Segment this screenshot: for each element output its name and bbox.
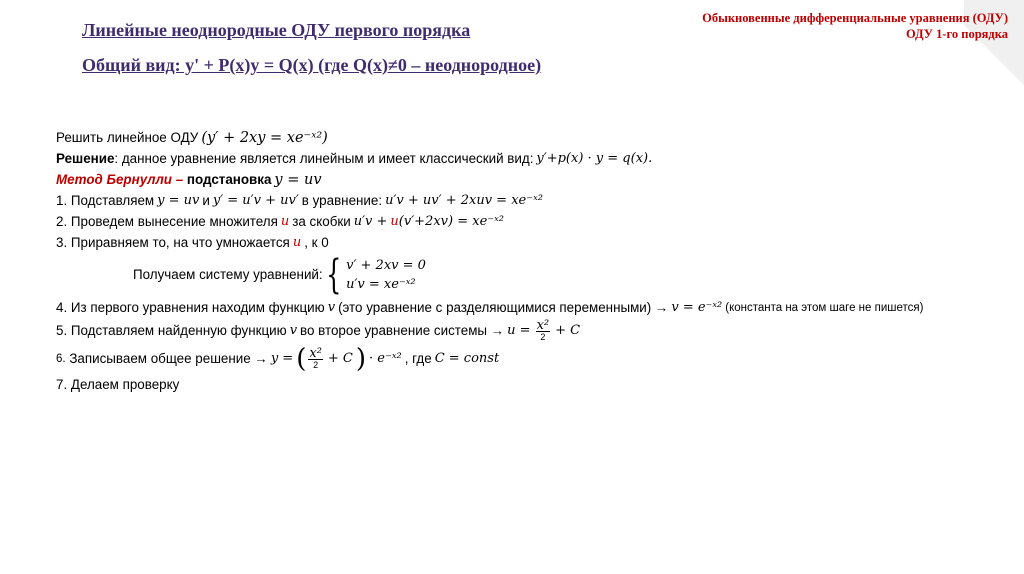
step-6-c: + C [327,351,353,366]
step-6-lparen: ( [296,344,307,374]
step-2-text: 2. Проведем вынесение множителя [56,213,278,229]
step-5 [56,318,1016,344]
system-brace: { [325,252,342,298]
step-4-v: v [327,299,336,315]
problem-equation: (y′ + 2xy = xe⁻ˣ²) [201,129,328,146]
step-2-eq-a: u′v + [353,213,388,229]
solution-text: : данное уравнение является линейным и имеет классический вид: [114,150,534,166]
step-5-u: u = [507,323,531,338]
step-6-rparen: ) [355,344,367,374]
solution-form: y′+p(x) · y = q(x). [536,150,653,166]
step-4 [56,297,1016,318]
step-5-text: 5. Подставляем найденную функцию [56,323,287,338]
solution-body [56,127,1016,395]
header-line1: Обыкновенные дифференциальные уравнения (ОДУ) [702,11,1008,25]
step-2-eq-u: u [390,213,399,229]
step-5-den: 2 [540,331,546,342]
step-5-fraction [536,317,551,342]
step-5-c: + C [555,323,581,338]
method-sub: подстановка [186,171,272,187]
section-header [702,10,1008,42]
step-3 [56,232,1016,253]
step-1 [56,190,1016,211]
problem-text: Решить линейное ОДУ [56,129,199,145]
page-title: Линейные неоднородные ОДУ первого порядка [82,20,471,40]
step-1-sub-dy: y′ = u′v + uv′ [212,192,299,208]
step-1-equation: u′v + uv′ + 2xuv = xe⁻ˣ² [385,192,543,208]
step-4-mid: (это уравнение с разделяющимися переменными) → [338,299,669,315]
step-2 [56,211,1016,232]
step-6-fraction [308,345,323,370]
system-eq-1: v′ + 2xv = 0 [346,258,426,273]
method-formula: y = uv [274,171,322,188]
general-form-title: Общий вид: y' + P(x)y = Q(x) (где Q(x)≠0 – неоднородное) [82,55,542,75]
step-6-y: y = [270,351,294,366]
system-text: Получаем систему уравнений: [133,267,323,282]
step-3-u: u [292,234,302,250]
system-lines [346,256,426,294]
step-5-mid: во второе уравнение системы → [300,323,505,338]
step-3-end: , к 0 [304,234,329,250]
step-3-text: 3. Приравняем то, на что умножается [56,234,290,250]
step-5-v: v [289,323,298,338]
method-name: Метод Бернулли – [56,171,184,187]
step-5-num: x² [536,317,550,333]
step-1-sub-y: y = uv [157,192,200,208]
step-6-number: 6. [56,353,66,365]
step-1-text: 1. Подставляем [56,192,155,208]
step-2-eq-b: (v′+2xv) = xe⁻ˣ² [398,213,504,229]
step-2-mid: за скобки [292,213,351,229]
equation-system [133,253,1016,297]
step-6-const: C = const [434,351,500,366]
step-6-num: x² [309,345,322,361]
step-6-where: , где [404,351,432,366]
method-line [56,169,1016,190]
step-6 [56,344,1016,374]
solution-label: Решение [56,150,115,166]
step-6-text: Записываем общее решение → [69,351,268,366]
step-7-text: 7. Делаем проверку [56,376,180,392]
step-4-eq: v = e⁻ˣ² [671,299,723,315]
step-1-in: в уравнение: [301,192,383,208]
solution-line [56,148,1016,169]
step-1-and: и [202,192,210,208]
step-4-note: (константа на этом шаге не пишется) [725,301,924,314]
system-eq-2: u′v = xe⁻ˣ² [346,277,416,292]
step-2-u: u [280,213,290,229]
step-4-text: 4. Из первого уравнения находим функцию [56,299,325,315]
header-line2: ОДУ 1-го порядка [905,27,1008,41]
problem-line [56,127,1016,148]
step-6-exp: · e⁻ˣ² [369,351,402,366]
step-7 [56,374,1016,395]
step-6-den: 2 [313,359,319,370]
